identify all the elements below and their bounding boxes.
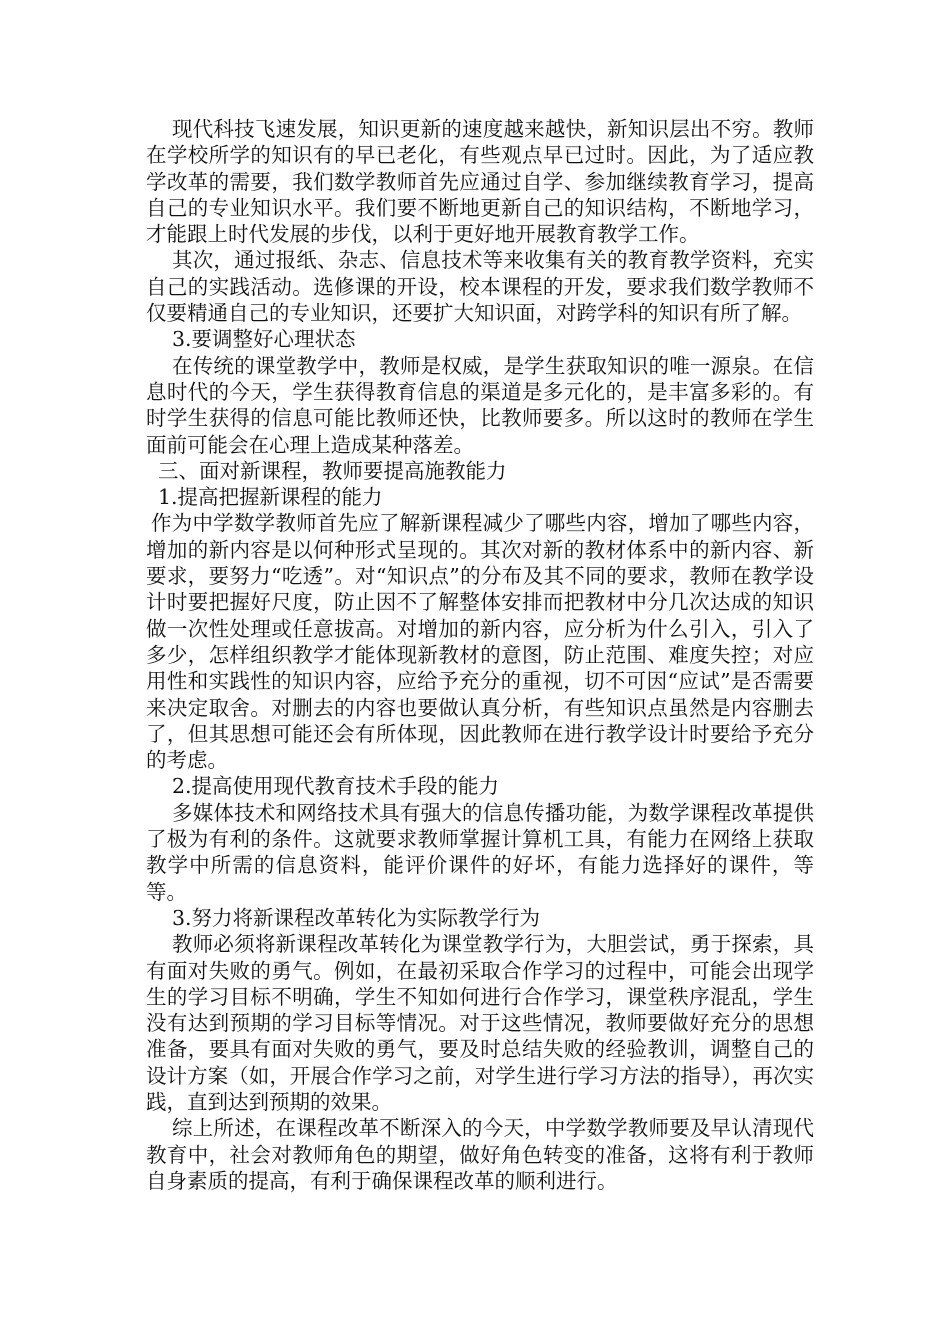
- heading-psychological-state: 3.要调整好心理状态: [172, 327, 356, 352]
- heading-teaching-behavior: 3.努力将新课程改革转化为实际教学行为: [172, 905, 541, 930]
- heading-grasp-new-curriculum: 1.提高把握新课程的能力: [158, 485, 383, 510]
- paragraph-multimedia: 多媒体技术和网络技术具有强大的信息传播功能，为数学课程改革提供了极为有利的条件。这就要求教师掌握计算机工具，有能力在网络上获取教学中所需的信息资料，能评价课件的好坏，有能力选择好的课件，等等。: [146, 800, 814, 904]
- paragraph-traditional-classroom: 在传统的课堂教学中，教师是权威，是学生获取知识的唯一源泉。在信息时代的今天，学生获得教育信息的渠道是多元化的，是丰富多彩的。有时学生获得的信息可能比教师还快，比教师要多。所以这时的教师在学生面前可能会在心理上造成某种落差。: [146, 353, 814, 457]
- paragraph-collect-materials: 其次，通过报纸、杂志、信息技术等来收集有关的教育教学资料，充实自己的实践活动。选修课的开设，校本课程的开发，要求我们数学教师不仅要精通自己的专业知识，还要扩大知识面，对跨学科的知识有所了解。: [146, 248, 814, 326]
- paragraph-practice-courage: 教师必须将新课程改革转化为课堂教学行为，大胆尝试，勇于探索，具有面对失败的勇气。例如，在最初采取合作学习的过程中，可能会出现学生的学习目标不明确，学生不知如何进行合作学习，课堂秩序混乱，学生没有达到预期的学习目标等情况。对于这些情况，教师要做好充分的思想准备，要具有面对失败的勇气，要及时总结失败的经验教训，调整自己的设计方案（如，开展合作学习之前，对学生进行学习方法的指导），再次实践，直到达到预期的效果。: [146, 932, 814, 1114]
- paragraph-knowledge-update: 现代科技飞速发展，知识更新的速度越来越快，新知识层出不穷。教师在学校所学的知识有的早已老化，有些观点早已过时。因此，为了适应教学改革的需要，我们数学教师首先应通过自学、参加继续教育学习，提高自己的专业知识水平。我们要不断地更新自己的知识结构，不断地学习，才能跟上时代发展的步伐，以利于更好地开展教育教学工作。: [146, 117, 814, 247]
- document-page: [146, 116, 814, 1194]
- heading-modern-technology: 2.提高使用现代教育技术手段的能力: [172, 774, 500, 799]
- paragraph-conclusion: 综上所述，在课程改革不断深入的今天，中学数学教师要及早认清现代教育中，社会对教师角色的期望，做好角色转变的准备，这将有利于教师自身素质的提高，有利于确保课程改革的顺利进行。: [146, 1116, 814, 1193]
- paragraph-new-curriculum-content: 作为中学数学教师首先应了解新课程减少了哪些内容，增加了哪些内容，增加的新内容是以何种形式呈现的。其次对新的教材体系中的新内容、新要求，要努力“吃透”。对“知识点”的分布及其不同的要求，教师在教学设计时要把握好尺度，防止因不了解整体安排而把教材中分几次达成的知识做一次性处理或任意拔高。对增加的新内容，应分析为什么引入，引入了多少，怎样组织教学才能体现新教材的意图，防止范围、难度失控；对应用性和实践性的知识内容，应给予充分的重视，切不可因“应试”是否需要来决定取舍。对删去的内容也要做认真分析，有些知识点虽然是内容删去了，但其思想可能还会有所体现，因此教师在进行教学设计时要给予充分的考虑。: [146, 511, 814, 773]
- heading-section-three: 三、面对新课程，教师要提高施教能力: [158, 458, 507, 483]
